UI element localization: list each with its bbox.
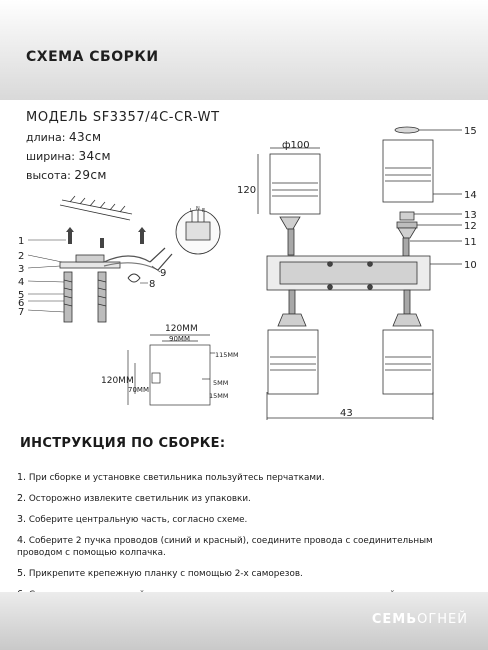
terminal-block-zoom	[176, 206, 220, 254]
screw-anchors	[66, 227, 146, 248]
width-label: ширина:	[26, 150, 75, 163]
plate-inner-width: 90MM	[169, 335, 190, 343]
callout-13: 13	[464, 210, 477, 221]
instruction-step: 1. При сборке и установке светильника пользуйтесь перчатками.	[17, 472, 325, 483]
plate-height: 120MM	[101, 376, 134, 386]
callout-8: 8	[149, 279, 156, 290]
brand-bold: СЕМЬ	[371, 612, 418, 627]
model-name: МОДЕЛЬ SF3357/4C-CR-WT	[26, 110, 220, 125]
callout-14: 14	[464, 190, 477, 201]
callout-10: 10	[464, 260, 477, 271]
instruction-list	[17, 472, 477, 610]
mount-plate-drawing	[128, 335, 215, 405]
instruction-step: 4. Соберите 2 пучка проводов (синий и красный), соедините провода с соединительным проводом с помощью колпачка.	[17, 535, 433, 558]
hook-8	[128, 274, 140, 282]
diameter-label: ф100	[282, 140, 310, 151]
left-callout-lines	[28, 240, 160, 312]
instructions-title: ИНСТРУКЦИЯ ПО СБОРКЕ:	[20, 436, 226, 451]
callout-3: 3	[18, 264, 25, 275]
brand-light: ОГНЕЙ	[417, 612, 468, 627]
mount-bracket	[60, 255, 120, 322]
fixture-drawing	[258, 127, 462, 420]
ceiling-hatch	[60, 196, 132, 220]
plate-width: 120MM	[165, 324, 198, 334]
callout-7: 7	[18, 307, 25, 318]
callout-2: 2	[18, 251, 25, 262]
brand-logo	[372, 612, 468, 627]
instruction-step: 3. Соберите центральную часть, согласно схеме.	[17, 514, 248, 525]
overall-length-label: 43	[340, 408, 353, 419]
callout-9: 9	[160, 268, 167, 279]
instruction-step: 5. Прикрепите крепежную планку с помощью 2-х саморезов.	[17, 568, 303, 579]
plate-dimensions	[101, 324, 239, 400]
instruction-step: 2. Осторожно извлеките светильник из упаковки.	[17, 493, 251, 504]
svg-text:N: N	[196, 206, 200, 212]
callout-5: 5	[18, 290, 25, 301]
callout-15: 15	[464, 126, 477, 137]
callout-1: 1	[18, 236, 25, 247]
length-label: длина:	[26, 131, 66, 144]
callout-12: 12	[464, 221, 477, 232]
callout-6: 6	[18, 298, 25, 309]
left-callout-numbers	[18, 236, 166, 318]
height-label: высота:	[26, 169, 71, 182]
page-title: СХЕМА СБОРКИ	[26, 49, 159, 65]
callout-4: 4	[18, 277, 25, 288]
svg-text:L: L	[190, 208, 193, 214]
plate-dim-115: 115MM	[215, 351, 239, 359]
width-value: 34см	[78, 149, 112, 163]
svg-text:E: E	[202, 208, 206, 214]
plate-dim-15: 15MM	[209, 392, 229, 400]
callout-11: 11	[464, 237, 477, 248]
shade-height-label: 120	[237, 185, 257, 196]
height-value: 29см	[74, 168, 107, 182]
plate-dim-5: 5MM	[213, 379, 229, 387]
length-value: 43см	[68, 130, 102, 144]
plate-inner-height: 70MM	[128, 386, 149, 394]
